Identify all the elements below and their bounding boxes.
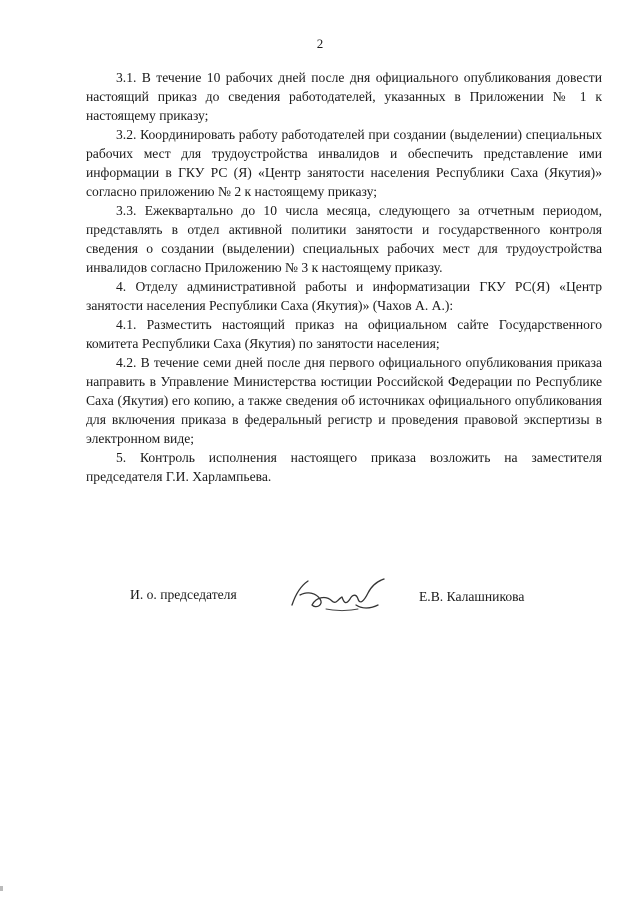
scan-edge-mark — [0, 886, 3, 891]
signatory-role: И. о. председателя — [130, 587, 237, 602]
paragraph-4-2: 4.2. В течение семи дней после дня первого официального опубликования приказа направить в Управление Министерства юстиции Российской Федерации по Республике Саха (Якутия) его копию, а также сведения об источниках официального опубликования для включения приказа в федеральный регистр и проведения правовой экспертизы в электронном виде; — [86, 355, 602, 446]
paragraph-3-2: 3.2. Координировать работу работодателей при создании (выделении) специальных рабочих мест для трудоустройства инвалидов и обеспечить представление ими информации в ГКУ РС (Я) «Центр занятости населения Республики Саха (Якутия)» согласно приложению № 2 к настоящему приказу; — [86, 127, 602, 199]
paragraph-5: 5. Контроль исполнения настоящего приказа возложить на заместителя председателя Г.И. Харлампьева. — [86, 450, 602, 484]
paragraph-4: 4. Отделу административной работы и информатизации ГКУ РС(Я) «Центр занятости населения Республики Саха (Якутия)» (Чахов А. А.): — [86, 279, 602, 313]
paragraph-4-1: 4.1. Разместить настоящий приказ на официальном сайте Государственного комитета Республики Саха (Якутия) по занятости населения; — [86, 317, 602, 351]
paragraph-3-3: 3.3. Ежеквартально до 10 числа месяца, следующего за отчетным периодом, представлять в отдел активной политики занятости и государственного контроля сведения о создании (выделении) специальных рабочих мест для трудоустройства инвалидов согласно Приложению № 3 к настоящему приказу. — [86, 203, 602, 275]
handwritten-signature — [286, 575, 391, 620]
page-number: 2 — [316, 36, 324, 51]
document-body — [86, 68, 602, 486]
signatory-name: Е.В. Калашникова — [419, 589, 525, 604]
paragraph-3-1: 3.1. В течение 10 рабочих дней после дня официального опубликования довести настоящий приказ до сведения работодателей, указанных в Приложении № 1 к настоящему приказу; — [86, 70, 602, 123]
signature-block — [86, 575, 602, 625]
